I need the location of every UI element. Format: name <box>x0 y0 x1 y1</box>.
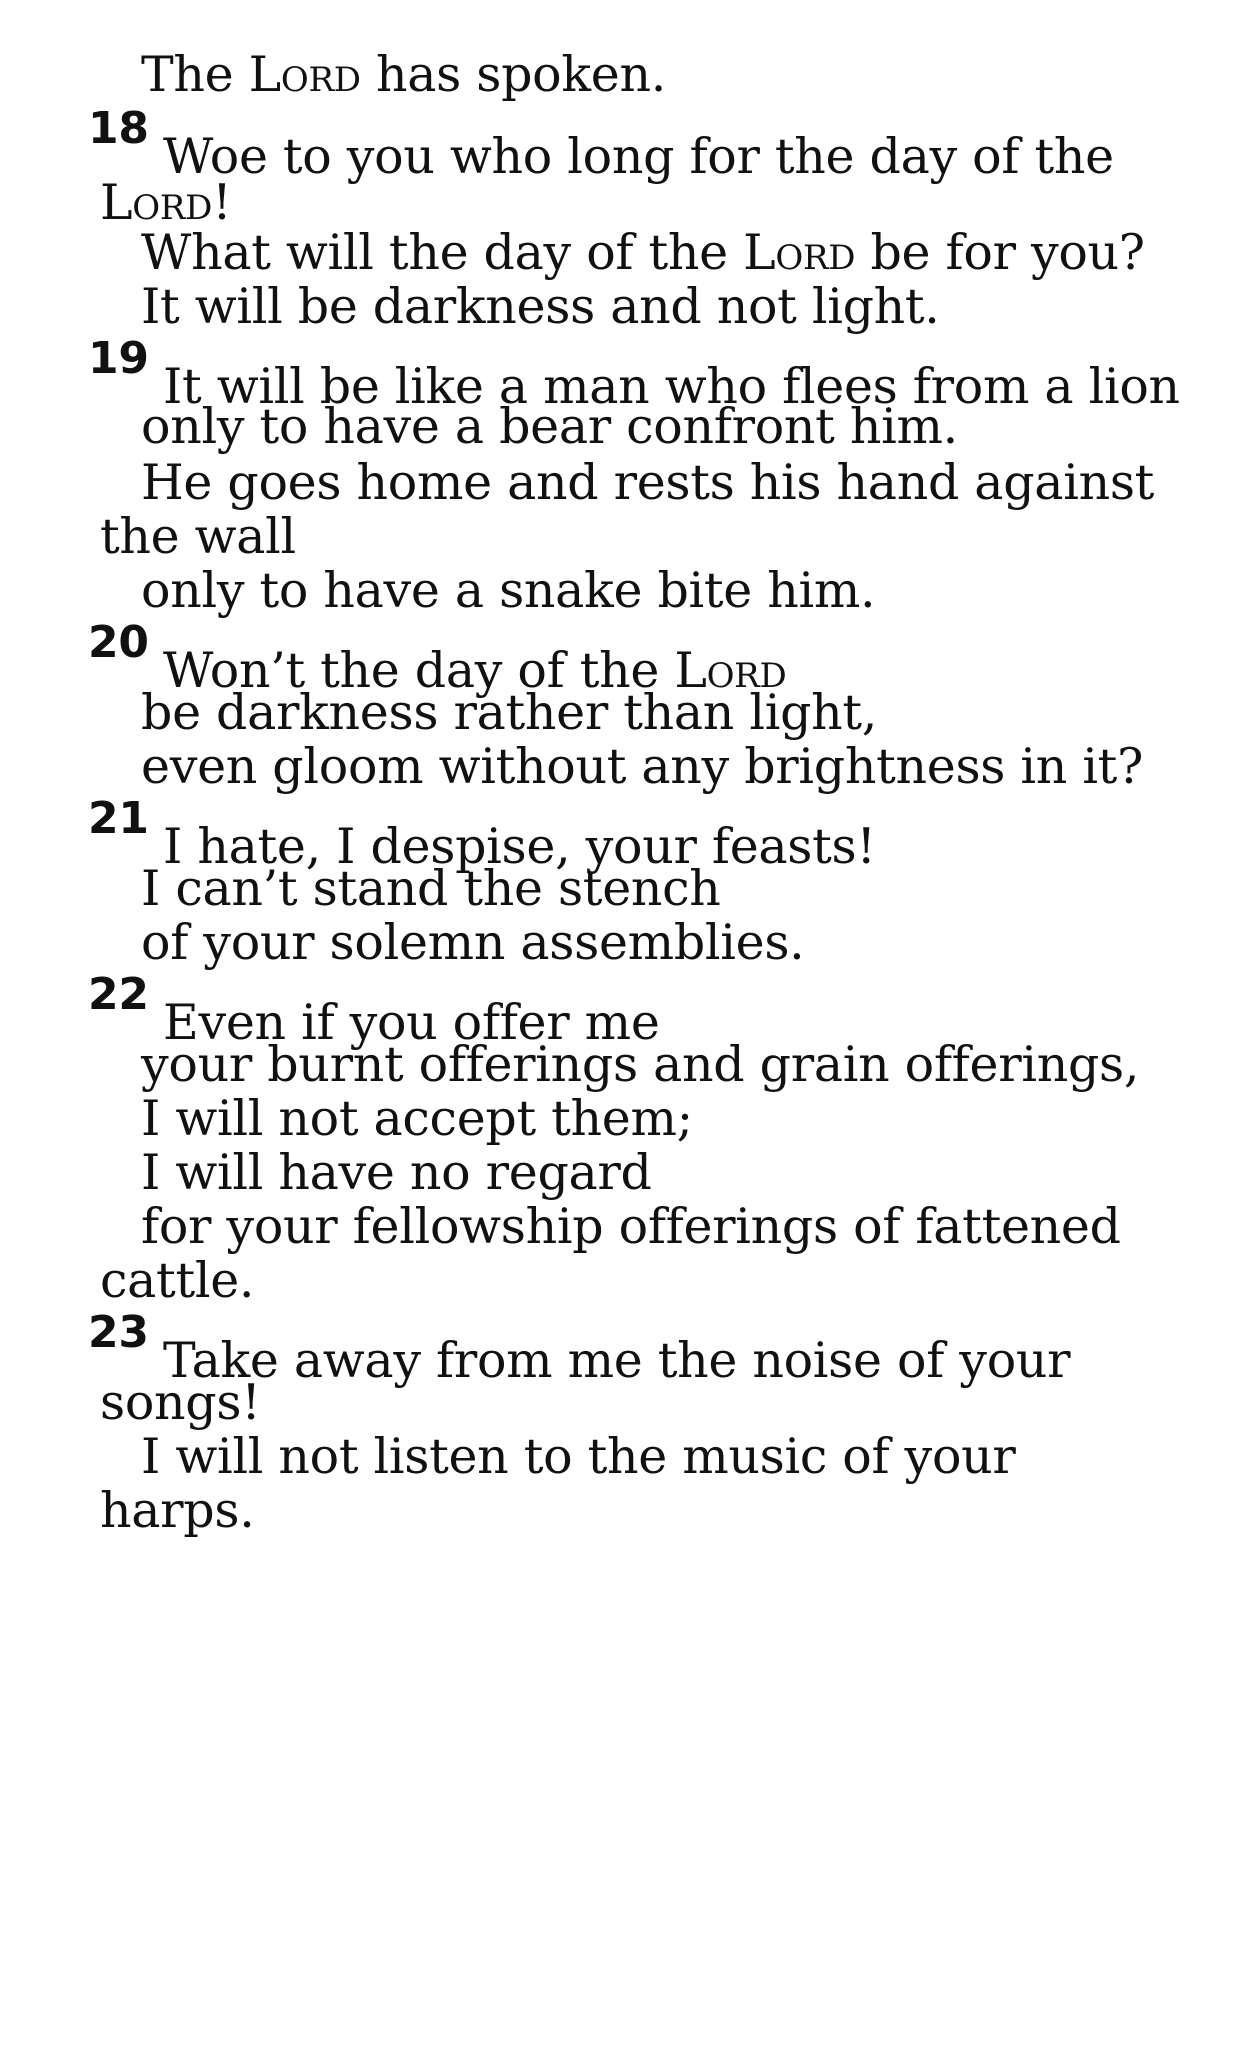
line-text <box>100 1373 261 1433</box>
line-text <box>141 737 1143 797</box>
poetry-line <box>0 507 1222 567</box>
verse-line <box>0 103 1222 185</box>
text-run: It will be darkness and not light. <box>141 278 940 335</box>
poetry-line <box>0 397 1222 457</box>
text-run: I will not accept them; <box>141 1090 693 1147</box>
text-run: has spoken. <box>360 46 667 103</box>
text-run: I will not listen to the music of your <box>141 1428 1016 1485</box>
poetry-line <box>0 683 1222 743</box>
line-text <box>141 1427 1016 1487</box>
line-text <box>141 1089 693 1149</box>
poetry-line <box>0 1373 1222 1433</box>
text-run: It will be like a man who flees from a lion <box>163 358 1180 415</box>
line-text <box>141 561 875 621</box>
divine-name-small-caps: Lord <box>743 224 856 281</box>
poetry-line <box>0 45 1222 105</box>
verse-number: 18 <box>88 103 149 154</box>
divine-name-small-caps: Lord <box>674 642 787 699</box>
text-run: be for you? <box>855 224 1145 281</box>
text-run: be darkness rather than light, <box>141 684 878 741</box>
poetry-line <box>0 453 1222 513</box>
poetry-line <box>0 1251 1222 1311</box>
poetry-line <box>0 913 1222 973</box>
text-run: of your solemn assemblies. <box>141 914 805 971</box>
text-run: He goes home and rests his hand against <box>141 454 1155 511</box>
line-text <box>141 223 1145 283</box>
line-text <box>141 45 666 105</box>
line-text <box>141 683 877 743</box>
poetry-line <box>0 1089 1222 1149</box>
text-run: Take away from me the noise of your <box>163 1332 1071 1389</box>
text-run: I will have no regard <box>141 1144 652 1201</box>
line-text <box>141 1197 1121 1257</box>
poetry-line <box>0 223 1222 283</box>
text-run: Won’t the day of the <box>163 642 675 699</box>
verse-number: 22 <box>88 969 149 1020</box>
line-text <box>141 1143 652 1203</box>
line-text <box>141 453 1154 513</box>
poetry-line <box>0 859 1222 919</box>
verse-number: 19 <box>88 333 149 384</box>
divine-name-small-caps: Lord <box>248 46 361 103</box>
line-text <box>141 859 721 919</box>
text-run: the wall <box>100 508 296 565</box>
poetry-line <box>0 277 1222 337</box>
poetry-line <box>0 1035 1222 1095</box>
poetry-line <box>0 1427 1222 1487</box>
line-text <box>141 913 804 973</box>
poetry-line <box>0 561 1222 621</box>
verse-line <box>0 333 1222 415</box>
text-run: for your fellowship offerings of fattened <box>141 1198 1121 1255</box>
verse-number: 23 <box>88 1307 149 1358</box>
text-run: The <box>141 46 249 103</box>
verse-line <box>0 1307 1222 1389</box>
verse-line <box>0 793 1222 875</box>
text-run: harps. <box>100 1482 255 1539</box>
text-run: What will the day of the <box>141 224 744 281</box>
divine-name-small-caps: Lord <box>100 174 213 231</box>
poetry-line <box>0 737 1222 797</box>
text-run: songs! <box>100 1374 261 1431</box>
text-run: ! <box>212 174 232 231</box>
poetry-line <box>0 1143 1222 1203</box>
text-run: only to have a bear confront him. <box>141 398 958 455</box>
text-run: your burnt offerings and grain offerings, <box>141 1036 1140 1093</box>
text-run: cattle. <box>100 1252 255 1309</box>
line-text <box>100 1251 254 1311</box>
line-text <box>141 277 940 337</box>
poetry-line <box>0 1481 1222 1541</box>
text-run: Woe to you who long for the day of the <box>163 128 1114 185</box>
text-run: I can’t stand the stench <box>141 860 721 917</box>
text-run: I hate, I despise, your feasts! <box>163 818 876 875</box>
line-text <box>141 397 958 457</box>
verse-number: 20 <box>88 617 149 668</box>
poetry-line <box>0 1197 1222 1257</box>
verse-line <box>0 617 1222 699</box>
text-run: only to have a snake bite him. <box>141 562 876 619</box>
verse-number: 21 <box>88 793 149 844</box>
verse-line <box>0 969 1222 1051</box>
text-run: Even if you offer me <box>163 994 660 1051</box>
line-text <box>100 1481 254 1541</box>
line-text <box>141 1035 1139 1095</box>
text-run: even gloom without any brightness in it? <box>141 738 1144 795</box>
line-text <box>100 507 296 567</box>
